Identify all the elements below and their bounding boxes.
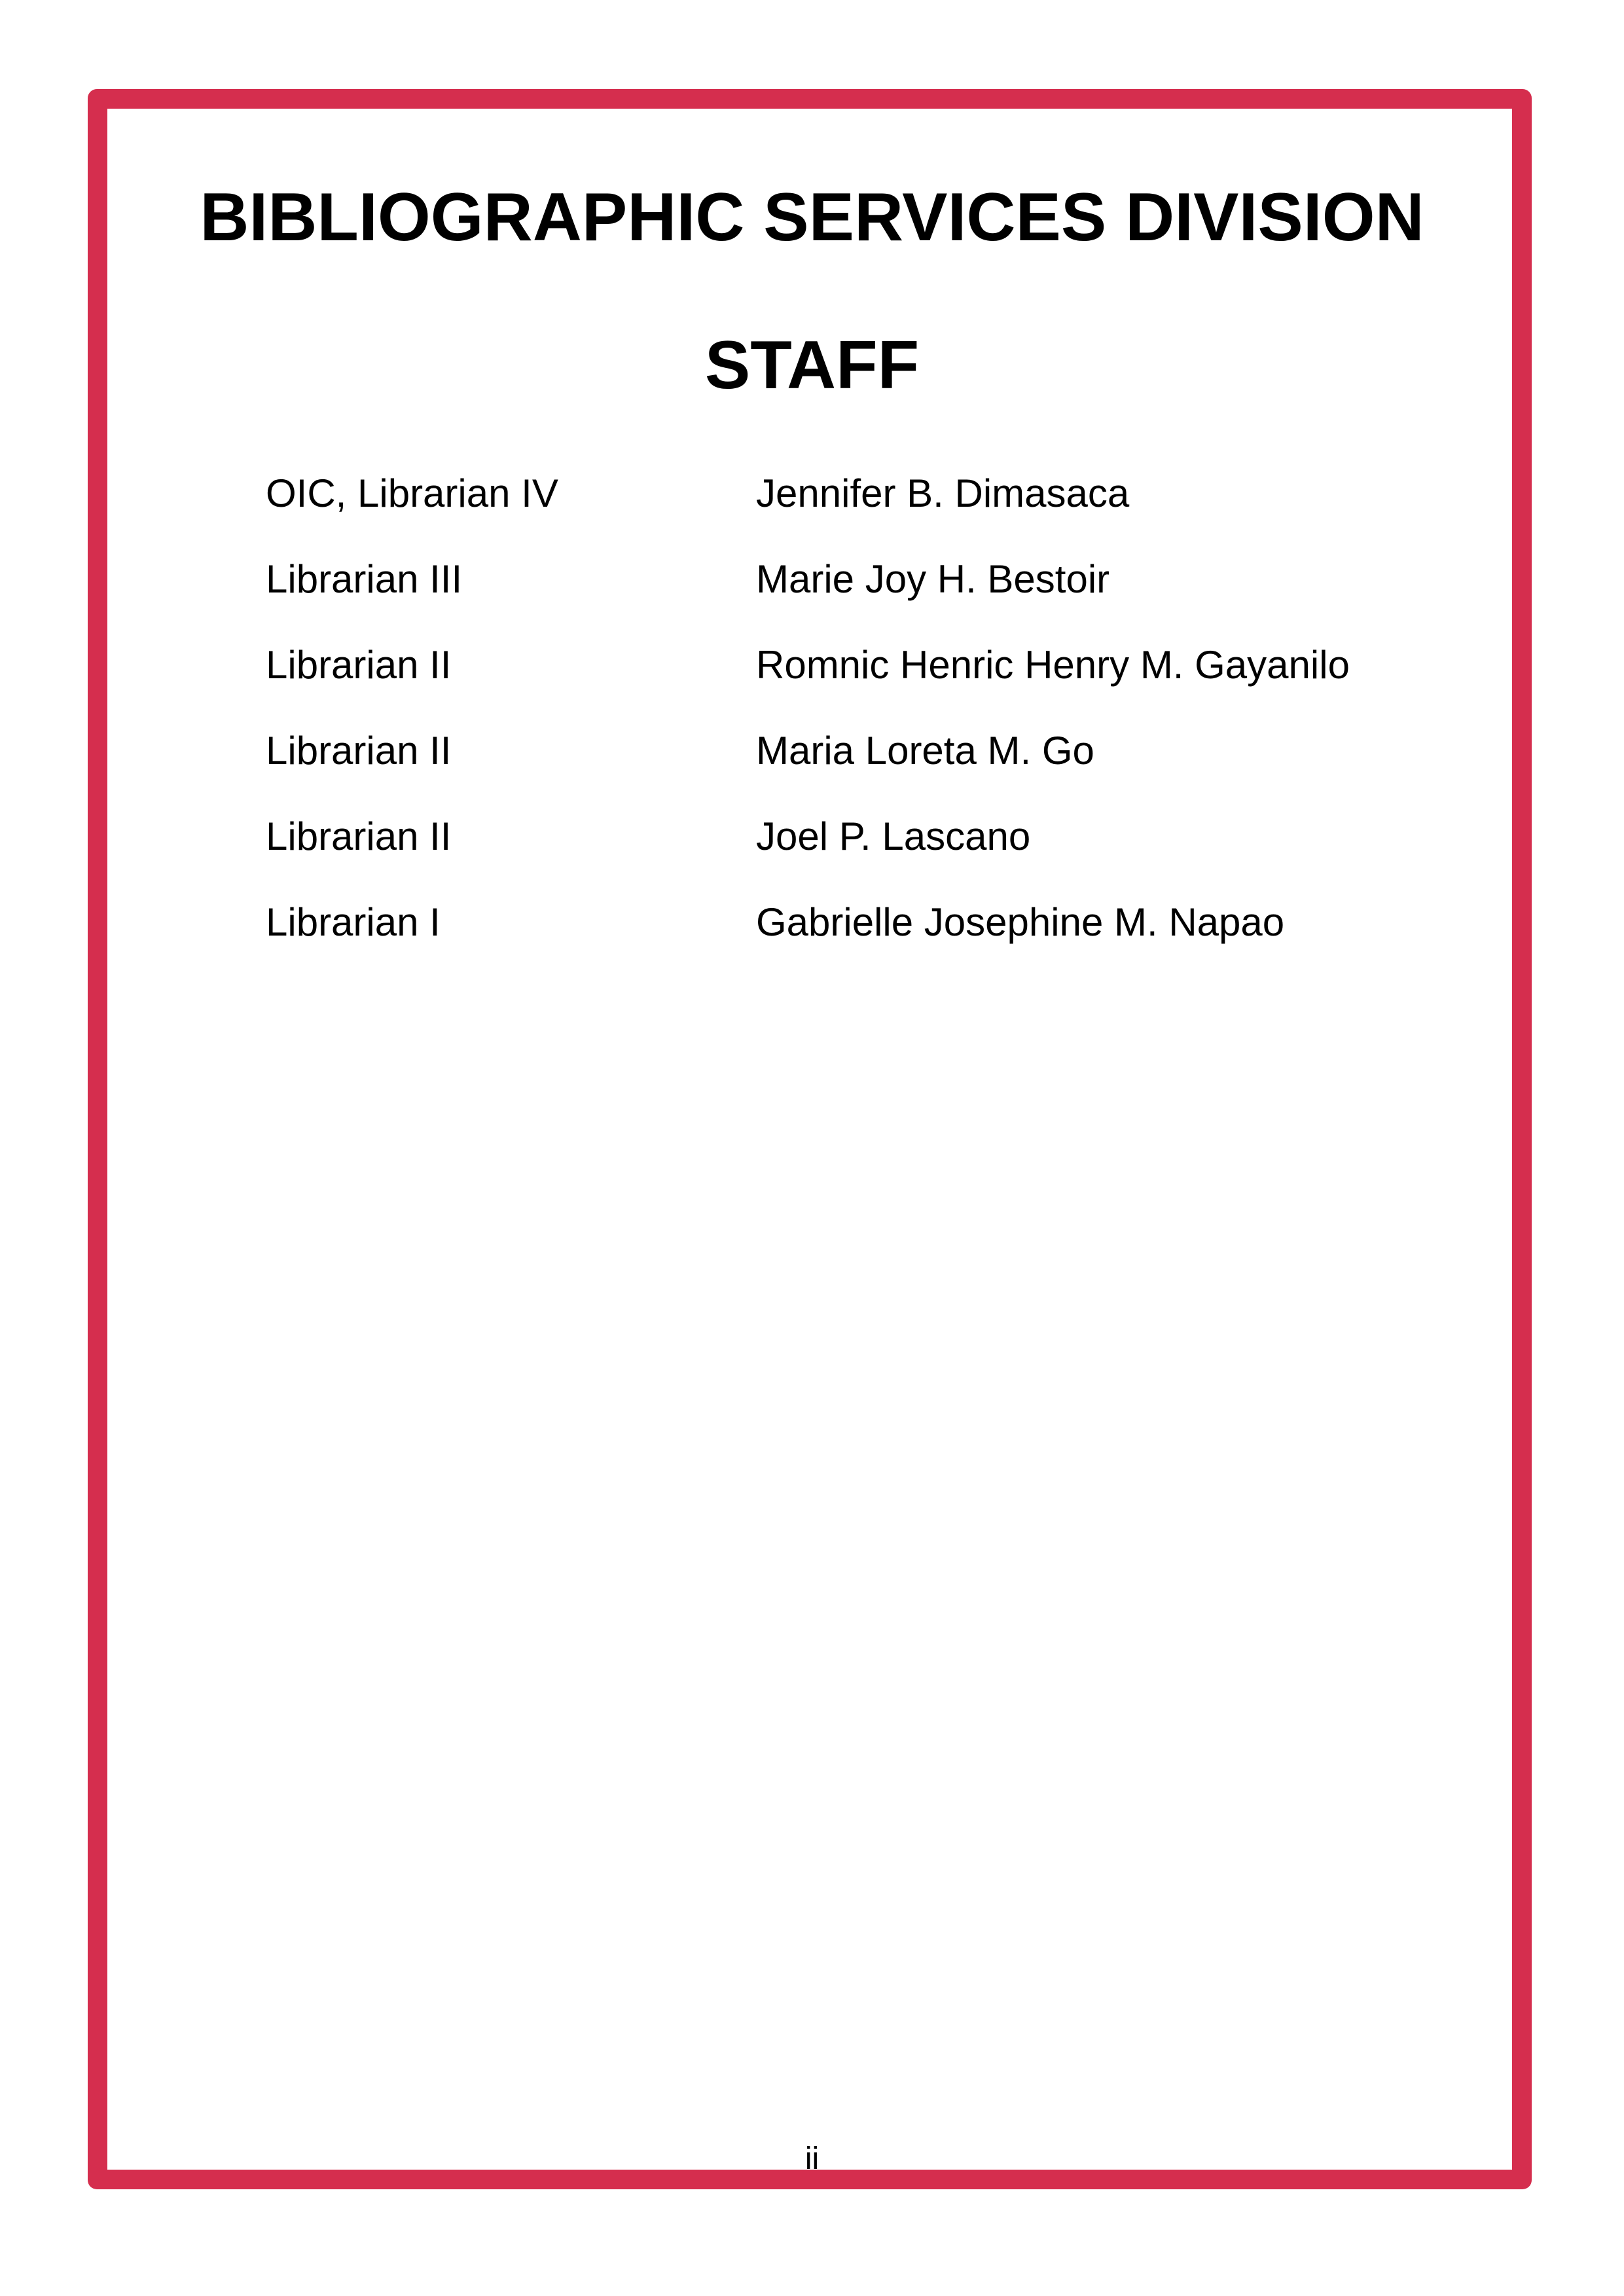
staff-row [266, 811, 1444, 896]
page-subtitle: STAFF [704, 327, 920, 403]
staff-position: Librarian I [266, 900, 441, 944]
staff-position: Librarian II [266, 814, 452, 858]
staff-row [266, 467, 1444, 553]
staff-name: Joel P. Lascano [756, 814, 1031, 858]
page-title: BIBLIOGRAPHIC SERVICES DIVISION [200, 179, 1424, 255]
staff-name: Jennifer B. Dimasaca [756, 471, 1130, 515]
staff-row [266, 896, 1444, 982]
staff-position: OIC, Librarian IV [266, 471, 558, 515]
staff-row [266, 725, 1444, 811]
staff-name: Romnic Henric Henry M. Gayanilo [756, 643, 1350, 687]
staff-row [266, 553, 1444, 639]
staff-name: Marie Joy H. Bestoir [756, 557, 1110, 601]
staff-row [266, 639, 1444, 725]
staff-position: Librarian II [266, 729, 452, 773]
staff-position: Librarian III [266, 557, 463, 601]
staff-position: Librarian II [266, 643, 452, 687]
staff-list [266, 467, 1444, 982]
page-number: ii [804, 2141, 820, 2176]
staff-name: Gabrielle Josephine M. Napao [756, 900, 1285, 944]
staff-name: Maria Loreta M. Go [756, 729, 1094, 773]
